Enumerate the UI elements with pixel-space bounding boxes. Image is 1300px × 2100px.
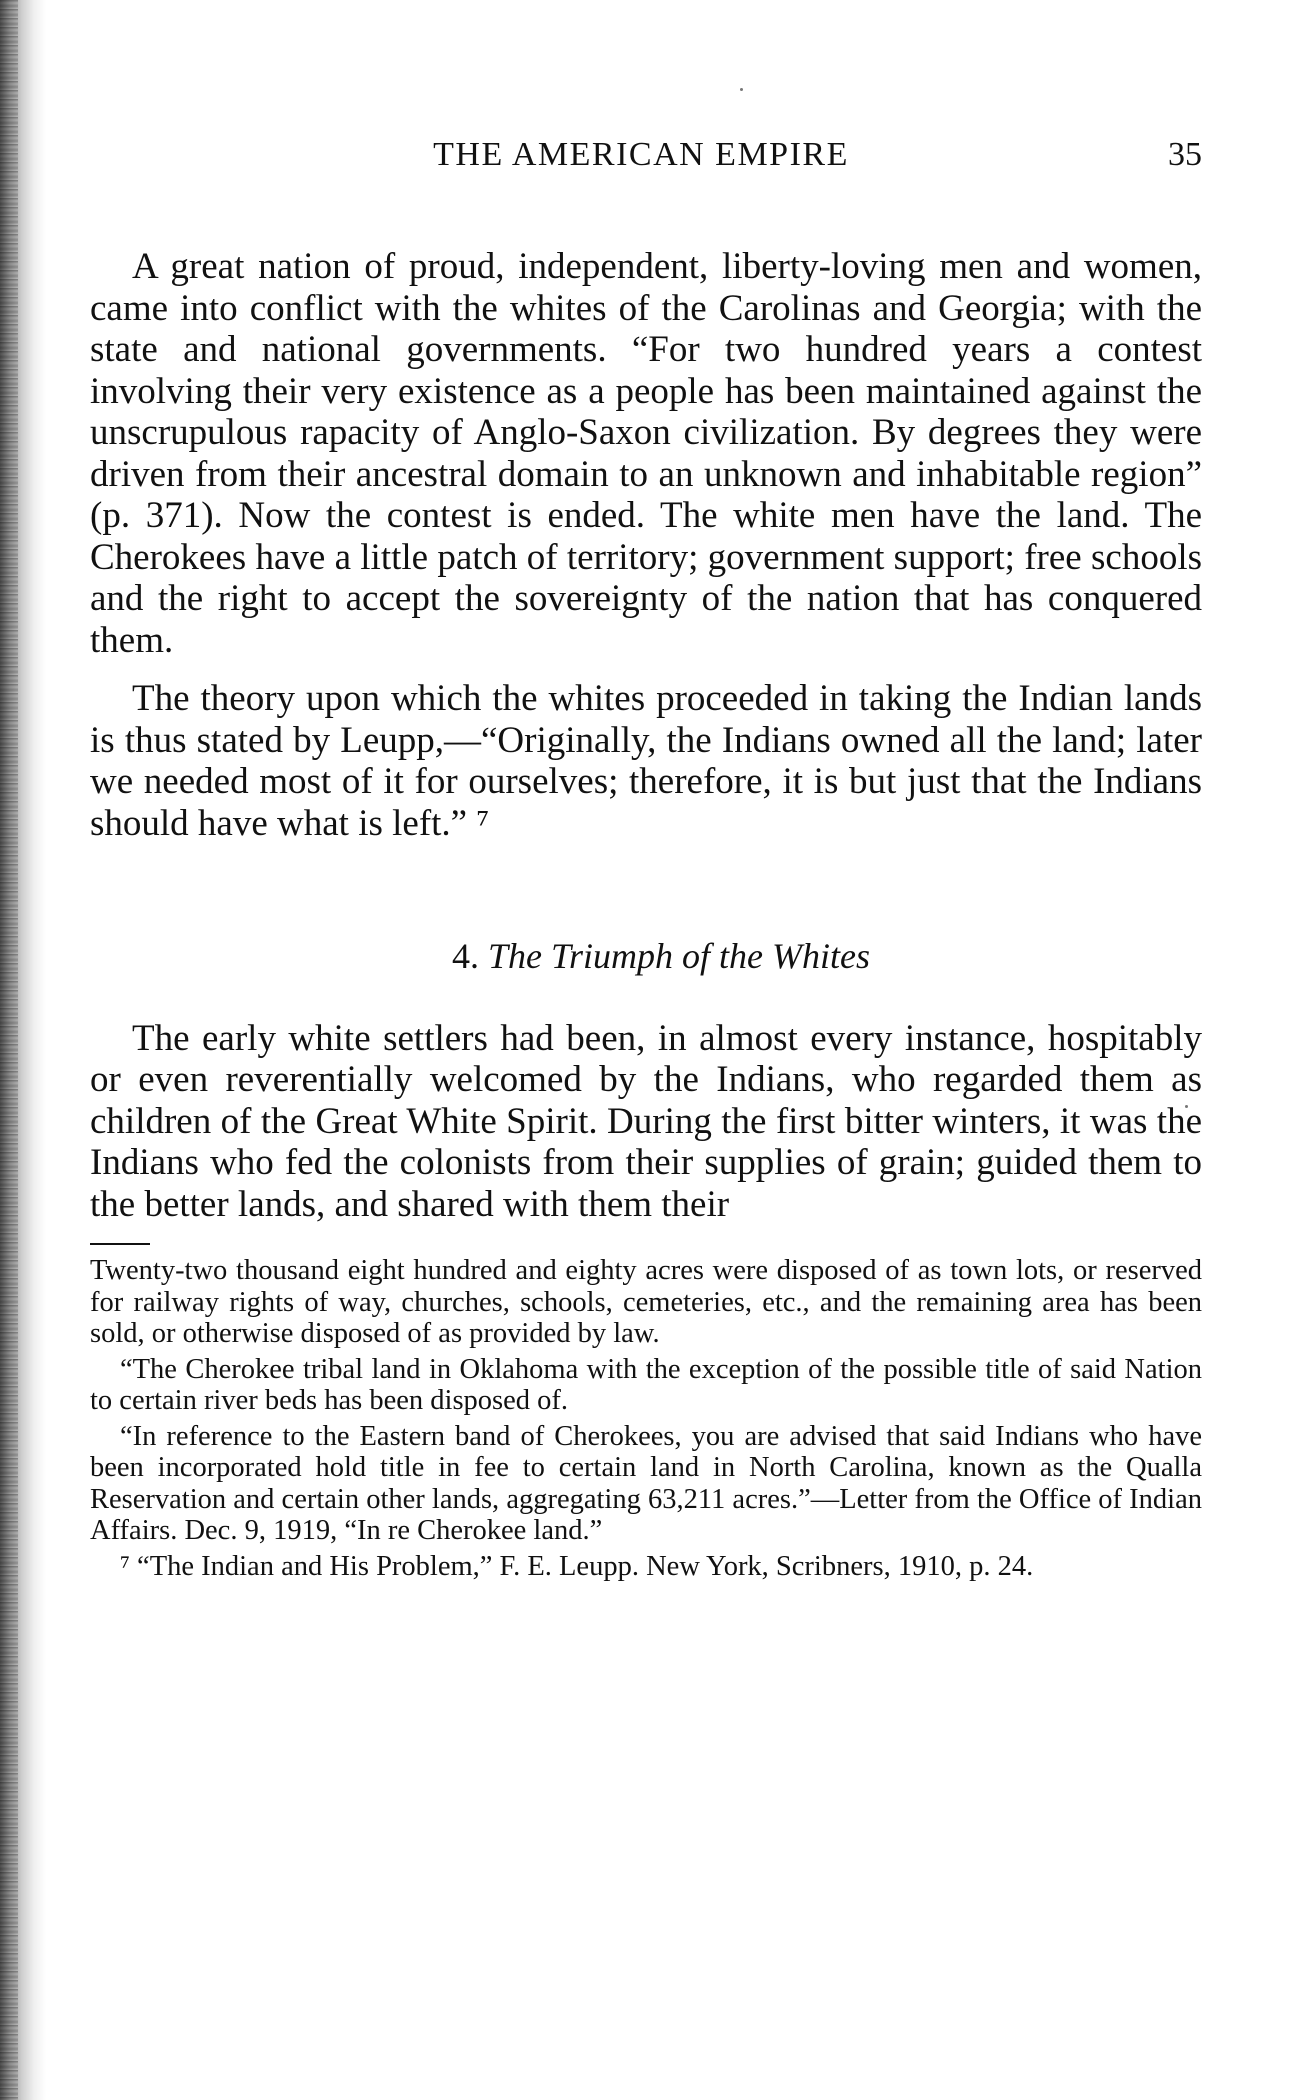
footnote-rule [90,1243,150,1245]
paragraph-early-settlers: The early white settlers had been, in almost every instance, hospitably or even reverentially welcomed by the Indians, who regarded them as children of the Great White Spirit. During the first bitter winters, it was the Indians who fed the colonists from their supplies of grain; guided them to the better lands, and shared with them their [90,1017,1202,1225]
body-text [90,246,1202,1225]
book-page [90,128,1202,1582]
footnote-eastern-band: “In reference to the Eastern band of Cherokees, you are advised that said Indians who have been incorporated hold title in fee to certain land in North Carolina, known as the Qualla Reservation and certain other lands, aggregating 63,211 acres.”—Letter from the Office of Indian Affairs. Dec. 9, 1919, “In re Cherokee land.” [90,1420,1202,1546]
footnote-oklahoma-land: “The Cherokee tribal land in Oklahoma with the exception of the possible title of said Nation to certain river beds has been disposed of. [90,1353,1202,1416]
scan-speck [740,88,743,91]
section-title: The Triumph of the Whites [487,936,870,976]
paragraph-leupp-theory: The theory upon which the whites proceeded in taking the Indian lands is thus stated by Leupp,—“Originally, the Indians owned all the land; later we needed most of it for ourselves; therefore, it is but just that the Indians should have what is left.” ⁷ [90,678,1202,844]
running-title: THE AMERICAN EMPIRE [433,136,849,173]
footnotes [90,1255,1202,1582]
section-number: 4. [451,936,479,976]
page-number: 35 [1168,136,1202,173]
footnote-acres-disposed: Twenty-two thousand eight hundred and eighty acres were disposed of as town lots, or reserved for railway rights of way, churches, schools, cemeteries, etc., and the remaining area has been sold, or otherwise disposed of as provided by law. [90,1255,1202,1349]
footnote-7-citation: ⁷ “The Indian and His Problem,” F. E. Leupp. New York, Scribners, 1910, p. 24. [120,1550,1034,1582]
book-binding-edge [0,0,46,2100]
paragraph-cherokee-conflict: A great nation of proud, independent, liberty-loving men and women, came into conflict with the whites of the Carolinas and Georgia; with the state and national governments. “For two hundred years a contest involving their very existence as a people has been maintained against the unscrupulous rapacity of Anglo-Saxon civilization. By degrees they were driven from their ancestral domain to an unknown and inhabitable region” (p. 371). Now the contest is ended. The white men have the land. The Cherokees have a little patch of territory; government support; free schools and the right to accept the sovereignty of the nation that has conquered them. [90,246,1202,661]
section-heading [90,936,1202,978]
running-header [90,128,1202,188]
